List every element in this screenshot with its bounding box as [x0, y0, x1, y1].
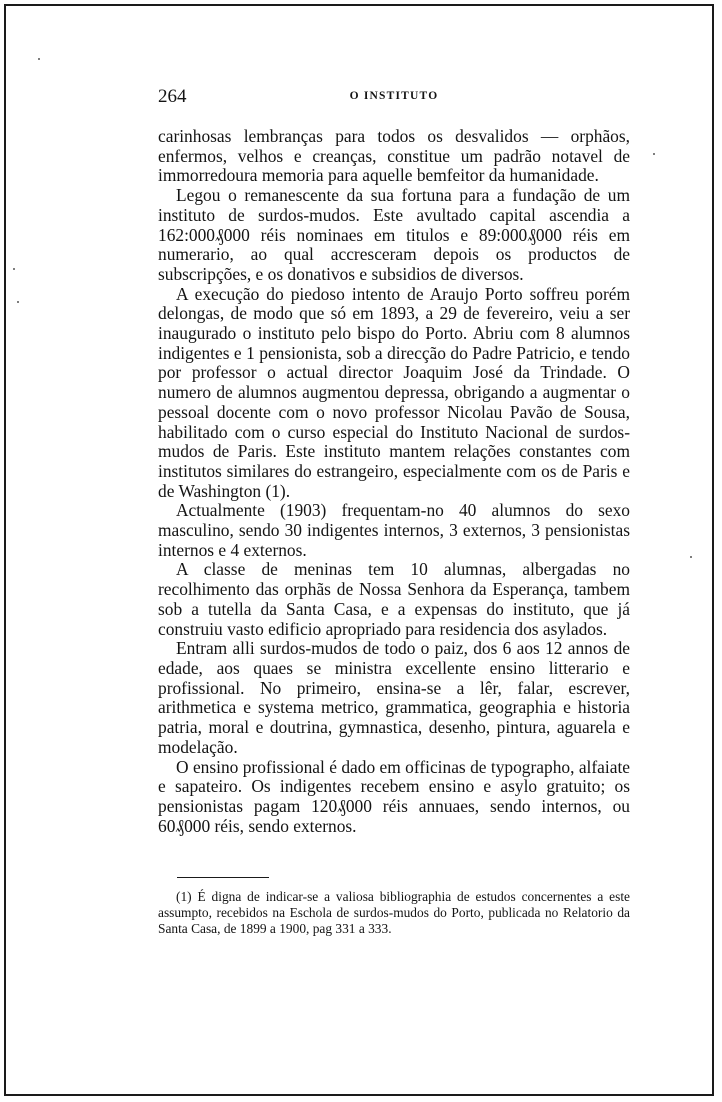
paragraph: Legou o remanescente da sua fortuna para a fundação de um instituto de surdos-mudos. Este avultado capital ascendia a 162:000₰000 réis nominaes em titulos e 89:000₰000 réis em numerario, ao qual accresceram depois os productos de subscripções, e os donativos e subsidios de diversos. — [158, 185, 630, 284]
paragraph: O ensino profissional é dado em officinas de typographo, alfaiate e sapateiro. Os indigentes recebem ensino e asylo gratuito; os pensionistas pagam 120₰000 réis annuaes, sendo internos, ou 60₰000 réis, sendo externos. — [158, 756, 630, 836]
page-number: 264 — [158, 86, 187, 107]
paragraph: Entram alli surdos-mudos de todo o paiz, dos 6 aos 12 annos de edade, aos quaes se ministra excellente ensino litterario e profissional. No primeiro, ensina-se a lêr, falar, escrever, arithmetica e systema metrico, grammatica, geographia e historia patria, moral e doutrina, gymnastica, desenho, pintura, aguarela e modelação. — [158, 638, 630, 757]
scan-speck — [690, 556, 692, 558]
scan-speck — [17, 301, 19, 303]
body-text — [158, 127, 630, 836]
paragraph: A classe de meninas tem 10 alumnas, albergadas no recolhimento das orphãs de Nossa Senhora da Esperança, tambem sob a tutella da Santa Casa, e a expensas do instituto, que já construiu vasto edificio apropriado para residencia dos asylados. — [158, 559, 630, 639]
scan-speck — [13, 268, 15, 270]
paragraph: Actualmente (1903) frequentam-no 40 alumnos do sexo masculino, sendo 30 indigentes internos, 3 externos, 3 pensionistas internos e 4 externos. — [158, 500, 630, 560]
footnote-divider — [177, 877, 269, 878]
running-head: O INSTITUTO — [349, 90, 439, 102]
paragraph: carinhosas lembranças para todos os desvalidos — orphãos, enfermos, velhos e creanças, constitue um padrão notavel de immorredoura memoria para aquelle bemfeitor da humanidade. — [158, 126, 630, 186]
scan-speck — [653, 153, 655, 155]
page-header — [158, 86, 630, 112]
footnote: (1) É digna de indicar-se a valiosa bibliographia de estudos concernentes a este assumpto, recebidos na Escholа de surdos-mudos do Porto, publicada no Relatorio da Santa Casa, de 1899 a 1900, pag 331 a 333. — [158, 889, 630, 936]
scan-speck — [38, 58, 40, 60]
paragraph: A execução do piedoso intento de Araujo Porto soffreu porém delongas, de modo que só em 1893, a 29 de fevereiro, veiu a ser inaugurado o instituto pelo bispo do Porto. Abriu com 8 alumnos indigentes e 1 pensionista, sob a direcção do Padre Patricio, e tendo por professor o actual director Joaquim José da Trindade. O numero de alumnos augmentou depressa, obrigando a augmentar o pessoal docente com o novo professor Nicolau Pavão de Sousa, habilitado com o curso especial do Instituto Nacional de surdos-mudos de Paris. Este instituto mantem relações constantes com institutos similares do estrangeiro, especialmente com os de Paris e de Washington (1). — [158, 283, 630, 501]
